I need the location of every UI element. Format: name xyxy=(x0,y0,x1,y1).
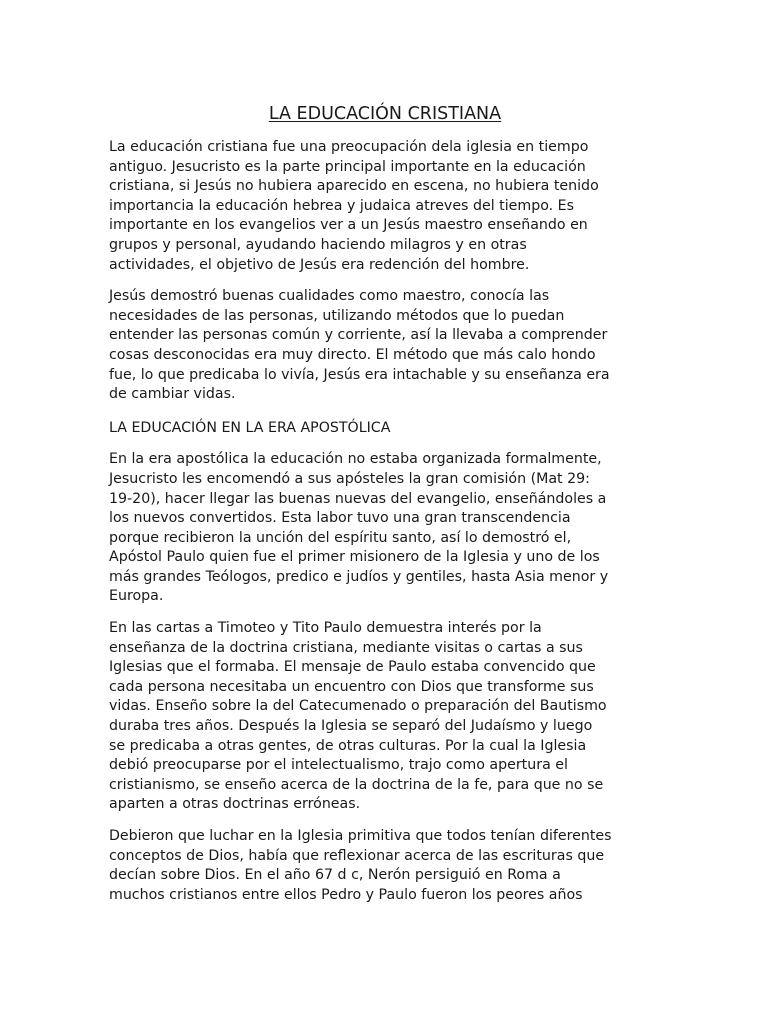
paragraph-line: En la era apostólica la educación no estaba organizada formalmente, xyxy=(109,451,602,468)
paragraph-line: muchos cristianos entre ellos Pedro y Paulo fueron los peores años xyxy=(109,886,583,903)
paragraph-line: enseñanza de la doctrina cristiana, mediante visitas o cartas a sus xyxy=(109,639,583,656)
paragraph-line: antiguo. Jesucristo es la parte principal importante en la educación xyxy=(109,158,586,175)
paragraph-line: fue, lo que predicaba lo vivía, Jesús era intachable y su enseñanza era xyxy=(109,366,610,383)
paragraph-line: se predicaba a otras gentes, de otras culturas. Por la cual la Iglesia xyxy=(109,737,587,754)
document-title: LA EDUCACIÓN CRISTIANA xyxy=(268,104,502,124)
paragraph-line: los nuevos convertidos. Esta labor tuvo una gran transcendencia xyxy=(109,510,571,527)
paragraph-line: entender las personas común y corriente, así la llevaba a comprender xyxy=(109,327,608,344)
document-page xyxy=(109,0,661,905)
paragraph-line: Apóstol Paulo quien fue el primer misionero de la Iglesia y uno de los xyxy=(109,549,600,566)
paragraph-line: vidas. Enseño sobre la del Catecumenado o preparación del Bautismo xyxy=(109,698,607,715)
paragraph-line: cristianismo, se enseño acerca de la doctrina de la fe, para que no se xyxy=(109,776,604,793)
paragraph-line: Jesús demostró buenas cualidades como maestro, conocía las xyxy=(109,288,550,305)
paragraph-line: más grandes Teólogos, predico e judíos y gentiles, hasta Asia menor y xyxy=(109,568,609,585)
paragraph-line: Europa. xyxy=(109,588,164,605)
paragraph-line: importancia la educación hebrea y judaica atreves del tiempo. Es xyxy=(109,197,575,214)
paragraph-line: decían sobre Dios. En el año 67 d c, Nerón persiguió en Roma a xyxy=(109,867,561,884)
paragraph-2 xyxy=(109,287,661,405)
paragraph-line: 19-20), hacer llegar las buenas nuevas del evangelio, enseñándoles a xyxy=(109,490,607,507)
paragraph-line: aparten a otras doctrinas erróneas. xyxy=(109,796,361,813)
paragraph-line: necesidades de las personas, utilizando métodos que lo puedan xyxy=(109,307,565,324)
paragraph-1 xyxy=(109,138,661,275)
paragraph-line: cristiana, si Jesús no hubiera aparecido en escena, no hubiera tenido xyxy=(109,178,599,195)
paragraph-line: grupos y personal, ayudando haciendo milagros y en otras xyxy=(109,236,527,253)
paragraph-line: conceptos de Dios, había que reflexionar acerca de las escrituras que xyxy=(109,847,605,864)
paragraph-line: cosas desconocidas era muy directo. El método que más calo hondo xyxy=(109,346,596,363)
paragraph-line: La educación cristiana fue una preocupación dela iglesia en tiempo xyxy=(109,139,589,155)
paragraph-line: Iglesias que el formaba. El mensaje de Paulo estaba convencido que xyxy=(109,659,596,676)
paragraph-5 xyxy=(109,827,661,905)
paragraph-3 xyxy=(109,450,661,607)
paragraph-line: de cambiar vidas. xyxy=(109,386,236,403)
paragraph-line: En las cartas a Timoteo y Tito Paulo demuestra interés por la xyxy=(109,620,542,637)
paragraph-line: importante en los evangelios ver a un Jesús maestro enseñando en xyxy=(109,217,588,234)
paragraph-line: Debieron que luchar en la Iglesia primitiva que todos tenían diferentes xyxy=(109,828,612,844)
paragraph-line: actividades, el objetivo de Jesús era redención del hombre. xyxy=(109,256,530,273)
paragraph-line: porque recibieron la unción del espíritu santo, así lo demostró el, xyxy=(109,529,572,546)
paragraph-4 xyxy=(109,619,661,815)
paragraph-line: cada persona necesitaba un encuentro con Dios que transforme sus xyxy=(109,678,594,695)
paragraph-line: duraba tres años. Después la Iglesia se separó del Judaísmo y luego xyxy=(109,718,593,735)
paragraph-line: Jesucristo les encomendó a sus apósteles la gran comisión (Mat 29: xyxy=(109,470,590,487)
paragraph-line: debió preocuparse por el intelectualismo, trajo como apertura el xyxy=(109,757,568,774)
section-heading: LA EDUCACIÓN EN LA ERA APOSTÓLICA xyxy=(109,419,391,436)
